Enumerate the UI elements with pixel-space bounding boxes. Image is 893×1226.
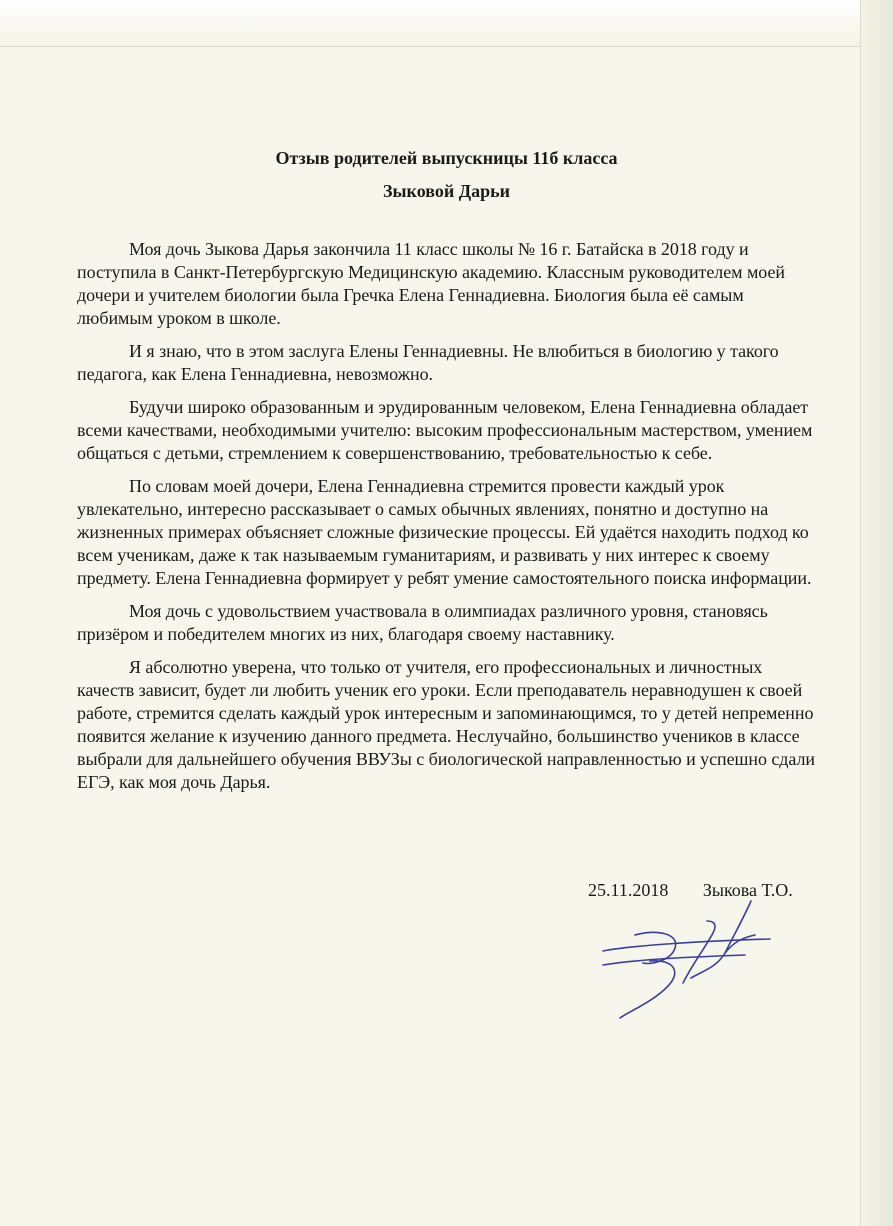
document-title-line2: Зыковой Дарьи [383, 181, 510, 201]
paragraph-2: И я знаю, что в этом заслуга Елены Геннадиевны. Не влюбиться в биологию у такого педагога, как Елена Геннадиевна, невозможно. [77, 341, 779, 384]
handwritten-signature [595, 893, 780, 1023]
paragraph-4: По словам моей дочери, Елена Геннадиевна стремится провести каждый урок увлекательно, интересно рассказывает о самых обычных явлениях, понятно и доступно на жизненных примерах объясняет сложные физические процессы. Ей удаётся находить подход ко всем ученикам, даже к так называемым гуманитариям, и развивать у них интерес к своему предмету. Елена Геннадиевна формирует у ребят умение самостоятельного поиска информации. [77, 476, 812, 588]
paragraph-6: Я абсолютно уверена, что только от учителя, его профессиональных и личностных качеств зависит, будет ли любить ученик его уроки. Если преподаватель неравнодушен к своей работе, стремится сделать каждый урок интересным и запоминающимся, то у детей непременно появится желание к изучению данного предмета. Неслучайно, большинство учеников в классе выбрали для дальнейшего обучения ВВУЗы с биологической направленностью и успешно сдали ЕГЭ, как моя дочь Дарья. [77, 657, 815, 792]
document-title-line1: Отзыв родителей выпускницы 11б класса [275, 148, 618, 168]
paragraph-5: Моя дочь с удовольствием участвовала в олимпиадах различного уровня, становясь призёром и победителем многих из них, благодаря своему наставнику. [77, 601, 768, 644]
signer-name: Зыкова Т.О. [702, 880, 793, 900]
scan-top-edge [0, 0, 893, 47]
document-date: 25.11.2018 [588, 880, 669, 900]
paragraph-3: Будучи широко образованным и эрудированным человеком, Елена Геннадиевна обладает всеми качествами, необходимыми учителю: высоким профессиональным мастерством, умением общаться с детьми, стремлением к совершенствованию, требовательностью к себе. [77, 397, 813, 463]
paragraph-1: Моя дочь Зыкова Дарья закончила 11 класс школы № 16 г. Батайска в 2018 году и поступила в Санкт-Петербургскую Медицинскую академию. Классным руководителем моей дочери и учителем биологии была Гречка Елена Геннадиевна. Биология была её самым любимым уроком в школе. [77, 239, 785, 328]
document-body [77, 238, 817, 804]
